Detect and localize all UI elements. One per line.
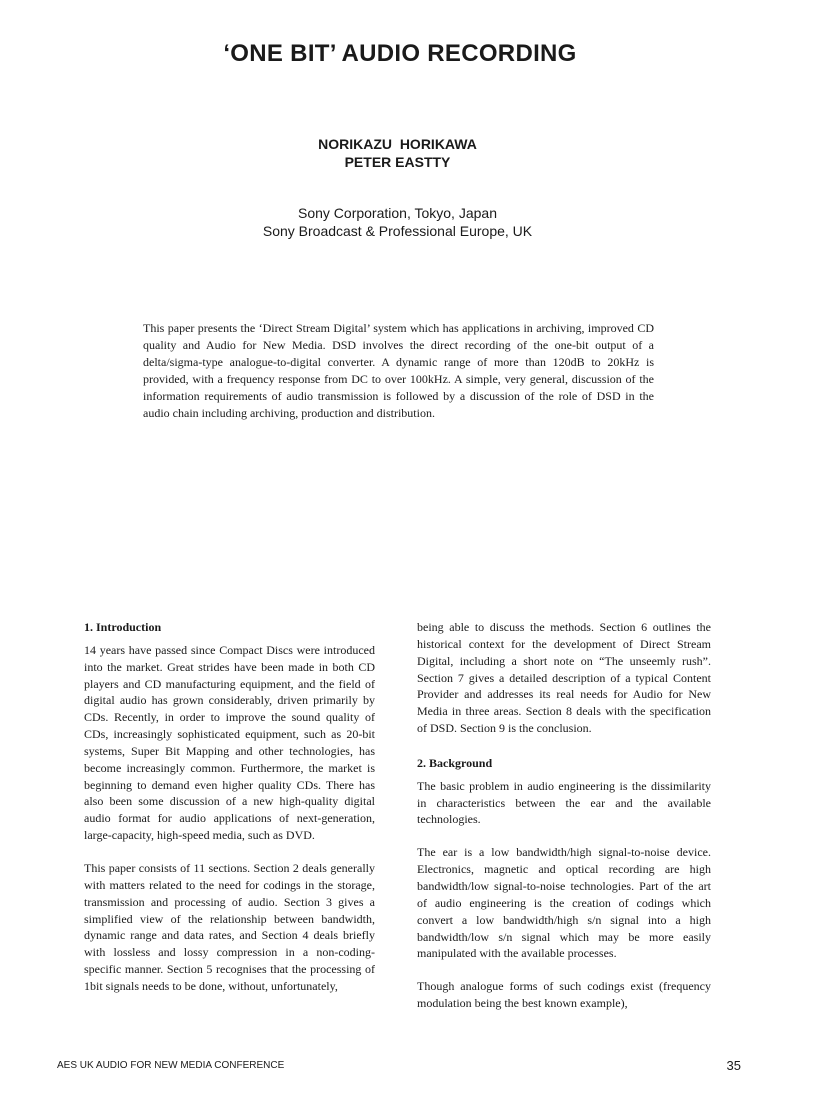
affiliation-block — [0, 204, 795, 240]
section-heading: 1. Introduction — [84, 620, 162, 634]
page-number: 35 — [726, 1058, 741, 1073]
body-paragraph: Though analogue forms of such codings exist (frequency modulation being the best known example), — [417, 979, 711, 1011]
author-name: NORIKAZU HORIKAWA — [318, 136, 477, 152]
right-column — [417, 619, 711, 1012]
body-paragraph: being able to discuss the methods. Section 6 outlines the historical context for the development of Direct Stream Digital, including a short note on “The unseemly rush”. Section 7 gives a detailed description of a typical Content Provider and addresses its real needs for Audio for New Media in three areas. Section 8 deals with the specification of DSD. Section 9 is the conclusion. — [417, 620, 711, 736]
author-name: PETER EASTTY — [344, 154, 451, 170]
body-paragraph: The basic problem in audio engineering is the dissimilarity in characteristics between the ear and the available technologies. — [417, 778, 711, 827]
affiliation: Sony Broadcast & Professional Europe, UK — [262, 223, 533, 239]
body-paragraph: The ear is a low bandwidth/high signal-to-noise device. Electronics, magnetic and optical recording are high bandwidth/low signal-to-noise technologies. Part of the art of audio engineering is the creation of codings which convert a low bandwidth/high s/n signal into a high bandwidth/low s/n signal which may be more easily manipulated with the available processes. — [417, 845, 711, 961]
affiliation: Sony Corporation, Tokyo, Japan — [298, 205, 497, 221]
left-column — [84, 619, 375, 995]
author-block — [0, 135, 795, 171]
body-paragraph: 14 years have passed since Compact Discs were introduced into the market. Great strides have been made in both CD players and CD manufacturing equipment, and the field of digital audio has grown considerably, driven primarily by CDs. Recently, in order to improve the sound quality of CDs, increasingly sophisticated equipment, such as 20-bit systems, Super Bit Mapping and other technologies, has become increasingly common. Furthermore, the market is beginning to demand even higher quality CDs. There has also been some discussion of a new high-quality digital audio format for audio applications of next-generation, large-capacity, high-speed media, such as DVD. — [84, 642, 375, 843]
body-paragraph: This paper consists of 11 sections. Section 2 deals generally with matters related to the need for codings in the storage, transmission and processing of audio. Section 3 gives a simplified view of the relationship between bandwidth, dynamic range and data rates, and Section 4 deals briefly with lossless and lossy compression in a non-coding-specific manner. Section 5 recognises that the processing of 1bit signals needs to be done, without, unfortunately, — [84, 860, 375, 993]
section-heading: 2. Background — [417, 755, 493, 770]
abstract: This paper presents the ‘Direct Stream Digital’ system which has applications in archiving, improved CD quality and Audio for New Media. DSD involves the direct recording of the one-bit output of a delta/sigma-type analogue-to-digital converter. A dynamic range of more than 120dB to 20kHz is provided, with a frequency response from DC to over 100kHz. A simple, very general, discussion of the information requirements of audio transmission is followed by a discussion of the role of DSD in the audio chain including archiving, production and distribution. — [143, 321, 654, 420]
conference-name: AES UK AUDIO FOR NEW MEDIA CONFERENCE — [57, 1060, 285, 1071]
paper-title: ‘ONE BIT’ AUDIO RECORDING — [223, 40, 577, 67]
